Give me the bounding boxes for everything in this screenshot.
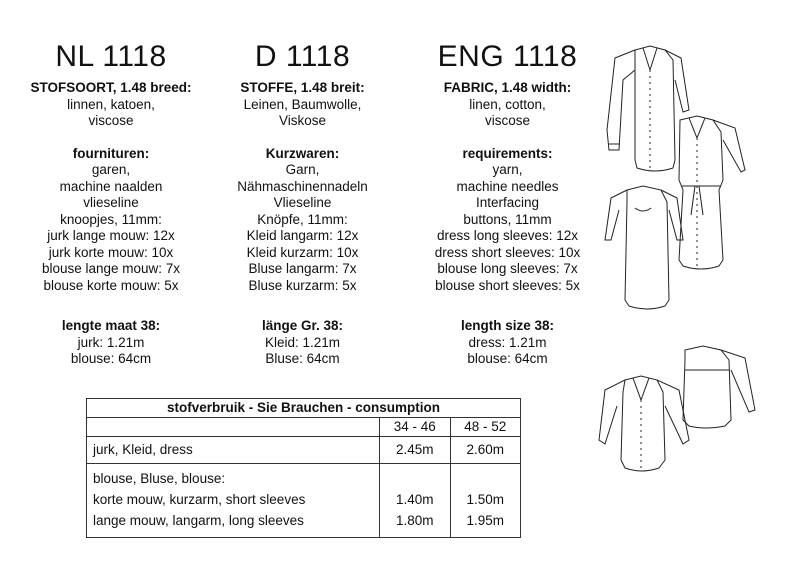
length-heading-nl: lengte maat 38: (61, 318, 161, 333)
row-label: jurk, Kleid, dress (87, 437, 380, 464)
notion-line: dress short sleeves: 10x (434, 244, 581, 260)
length-line: blouse: 64cm (70, 351, 152, 366)
length-line: Kleid: 1.21m (264, 334, 341, 350)
table-title-row (87, 399, 521, 418)
table-title: stofverbruik - Sie Brauchen - consumption (87, 399, 521, 418)
fabric-line: viscose (88, 113, 134, 128)
length-line: Bluse: 64cm (265, 351, 340, 366)
fabric-line: Leinen, Baumwolle, (243, 96, 362, 112)
notion-line: machine needles (456, 178, 559, 194)
length-heading-eng: length size 38: (460, 318, 555, 333)
notion-line: jurk korte mouw: 10x (48, 244, 174, 260)
notion-line: Nähmaschinennadeln (237, 178, 368, 194)
cell-value: 1.50m (466, 492, 505, 507)
notion-line: jurk lange mouw: 12x (47, 228, 175, 243)
length-line: dress: 1.21m (468, 334, 547, 350)
title-nl: NL 1118 (55, 40, 167, 73)
table-header-row (87, 418, 521, 437)
length-line: blouse: 64cm (467, 351, 548, 366)
blouse-back-drawing (683, 346, 755, 428)
fabric-line: Viskose (278, 113, 327, 128)
dress-front-drawing (607, 46, 689, 171)
fabric-line: linen, cotton, (469, 96, 546, 112)
notion-line: Kleid kurzarm: 10x (246, 244, 359, 260)
notion-line: blouse lange mouw: 7x (41, 261, 181, 276)
row-label: korte mouw, kurzarm, short sleeves (93, 492, 306, 507)
column-nl (18, 40, 204, 368)
notion-line: Garn, (285, 162, 320, 177)
notion-line: yarn, (492, 162, 523, 177)
length-heading-d: länge Gr. 38: (261, 318, 344, 333)
table-row (87, 464, 521, 538)
cell-value: 1.95m (466, 513, 505, 528)
consumption-table (86, 398, 521, 538)
notion-line: Interfacing (475, 195, 540, 210)
notion-line: Bluse kurzarm: 5x (248, 277, 357, 293)
fabric-line: linnen, katoen, (67, 96, 155, 112)
dress-belted-drawing (679, 116, 745, 269)
column-eng (415, 40, 600, 368)
cell-value: 2.45m (380, 437, 451, 464)
size-range-header: 48 - 52 (450, 418, 521, 437)
garment-drawings (595, 40, 795, 500)
column-d (225, 40, 380, 368)
notion-line: dress long sleeves: 12x (436, 228, 579, 243)
row-label: blouse, Bluse, blouse: (93, 471, 226, 486)
cell-value: 2.60m (450, 437, 521, 464)
dress-back-drawing (605, 186, 683, 309)
notion-line: Knöpfe, 11mm: (257, 211, 348, 227)
title-eng: ENG 1118 (437, 40, 578, 73)
notion-line: machine naalden (59, 178, 163, 194)
fabric-line: viscose (484, 113, 530, 128)
notions-heading-nl: fournituren: (72, 145, 150, 161)
blouse-front-drawing (599, 376, 689, 471)
notion-line: blouse short sleeves: 5x (435, 277, 580, 293)
notion-line: buttons, 11mm (463, 211, 552, 227)
cell-value: 1.40m (395, 492, 434, 507)
table-row (87, 437, 521, 464)
notion-line: Kleid langarm: 12x (246, 228, 359, 243)
size-range-header: 34 - 46 (380, 418, 451, 437)
title-d: D 1118 (254, 40, 351, 73)
notions-heading-d: Kurzwaren: (265, 145, 340, 161)
fabric-heading-eng: FABRIC, 1.48 width: (443, 80, 572, 95)
notion-line: vlieseline (83, 195, 139, 210)
notions-heading-eng: requirements: (462, 145, 553, 161)
notion-line: Bluse langarm: 7x (248, 261, 357, 276)
length-line: jurk: 1.21m (77, 334, 145, 350)
fabric-heading-nl: STOFSOORT, 1.48 breed: (30, 80, 192, 95)
notion-line: blouse long sleeves: 7x (437, 261, 578, 276)
row-label: lange mouw, langarm, long sleeves (93, 513, 304, 528)
notion-line: Vlieseline (273, 195, 332, 210)
fabric-heading-d: STOFFE, 1.48 breit: (240, 80, 365, 95)
notion-line: knoopjes, 11mm: (60, 211, 162, 227)
notion-line: garen, (91, 162, 131, 177)
cell-value: 1.80m (395, 513, 434, 528)
notion-line: blouse korte mouw: 5x (43, 277, 179, 293)
